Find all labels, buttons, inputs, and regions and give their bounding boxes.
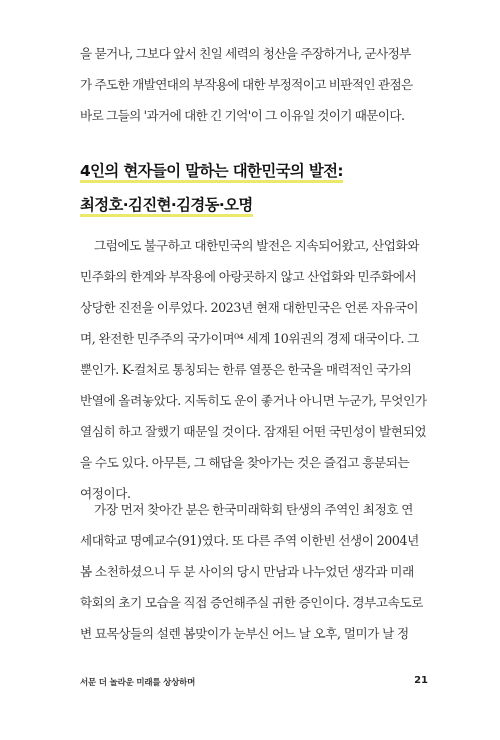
running-title: 서문 더 놀라운 미래를 상상하며 xyxy=(80,678,196,688)
text-line: 열심히 하고 잘했기 때문일 것이다. 잠재된 어떤 국민성이 발현되었 xyxy=(80,424,427,439)
text-line: 반열에 올려놓았다. 지독히도 운이 좋거나 아니면 누군가, 무엇인가 xyxy=(80,393,427,408)
text-line: 상당한 진전을 이루었다. 2023년 현재 대한민국은 언론 자유국이 xyxy=(80,300,419,315)
text-line: 며, 완전한 민주주의 국가이며⁰⁴ 세계 10위권의 경제 대국이다. 그 xyxy=(80,331,419,346)
paragraph-development xyxy=(80,230,428,509)
text-line: 가 주도한 개발연대의 부작용에 대한 부정적이고 비판적인 관점은 xyxy=(80,77,413,92)
text-line: 그럼에도 불구하고 대한민국의 발전은 지속되어왔고, 산업화와 xyxy=(94,238,420,253)
text-line: 뿐인가. K-컬처로 통칭되는 한류 열풍은 한국을 매력적인 국가의 xyxy=(80,362,412,377)
text-line: 여정이다. xyxy=(80,486,131,501)
text-line: 학회의 초기 모습을 직접 증언해주실 귀한 증인이다. 경부고속도로 xyxy=(80,595,423,610)
text-line: 변 묘목상들의 설렌 봄맞이가 눈부신 어느 날 오후, 멀미가 날 정 xyxy=(80,626,409,641)
text-line: 세대학교 명예교수(91)였다. 또 다른 주역 이한빈 선생이 2004년 xyxy=(80,533,419,548)
page-footer xyxy=(80,676,428,692)
text-line: 을 수도 있다. 아무튼, 그 해답을 찾아가는 것은 즐겁고 흥분되는 xyxy=(80,455,410,470)
section-heading-line-1 xyxy=(80,154,440,188)
page-number: 21 xyxy=(414,675,428,686)
paragraph-intro xyxy=(80,38,428,131)
text-line: 가장 먼저 찾아간 분은 한국미래학회 탄생의 주역인 최정호 연 xyxy=(94,502,413,517)
paragraph-interview xyxy=(80,494,428,649)
text-line: 봄 소천하셨으니 두 분 사이의 당시 만남과 나누었던 생각과 미래 xyxy=(80,564,414,579)
text-line: 바로 그들의 '과거에 대한 긴 기억'이 그 이유일 것이기 때문이다. xyxy=(80,108,405,123)
text-line: 을 묻거나, 그보다 앞서 친일 세력의 청산을 주장하거나, 군사정부 xyxy=(80,46,411,61)
heading-text: 최정호·김진현·김경동·오명 xyxy=(80,196,253,217)
section-heading xyxy=(80,154,440,222)
section-heading-line-2 xyxy=(80,188,440,222)
heading-text: 4인의 현자들이 말하는 대한민국의 발전: xyxy=(80,162,343,183)
text-line: 민주화의 한계와 부작용에 아랑곳하지 않고 산업화와 민주화에서 xyxy=(80,269,417,284)
